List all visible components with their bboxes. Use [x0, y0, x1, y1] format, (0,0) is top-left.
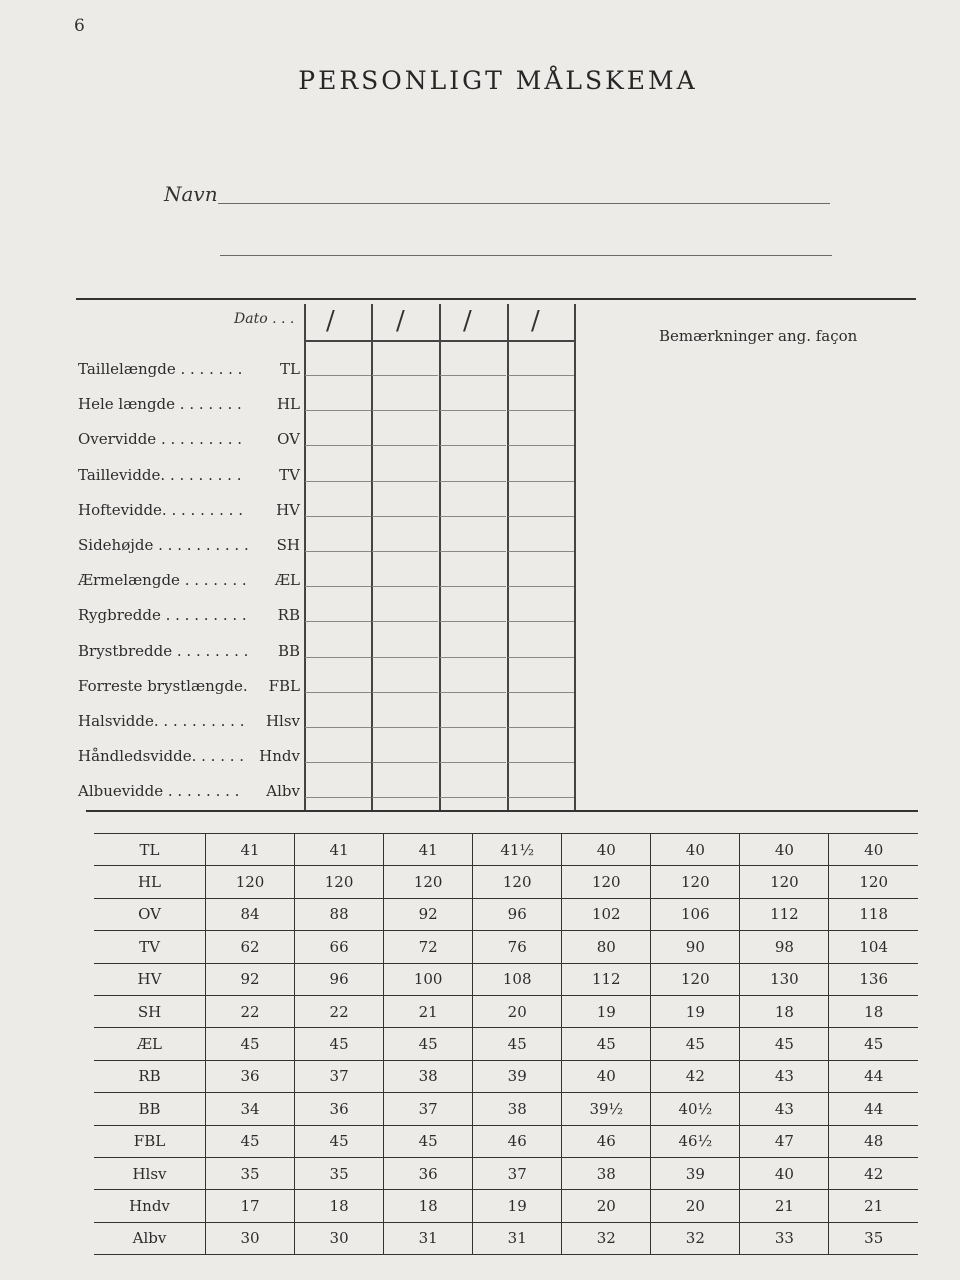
table-cell: 96 [295, 963, 384, 995]
measurement-row [78, 606, 300, 630]
table-cell: 45 [206, 1125, 295, 1157]
table-row [94, 931, 918, 963]
measurement-entry-line[interactable] [305, 762, 371, 763]
column-divider [507, 304, 509, 810]
table-cell: 62 [206, 931, 295, 963]
column-divider [304, 304, 306, 810]
measurement-entry-line[interactable] [508, 692, 574, 693]
table-cell: 43 [740, 1060, 829, 1092]
measurement-entry-line[interactable] [305, 481, 371, 482]
table-cell: 112 [562, 963, 651, 995]
table-cell: 38 [473, 1093, 562, 1125]
measurement-entry-line[interactable] [440, 445, 506, 446]
table-cell: 98 [740, 931, 829, 963]
table-cell: 41 [206, 834, 295, 866]
table-cell: 31 [384, 1222, 473, 1254]
measurement-row [78, 677, 300, 701]
table-cell: 30 [295, 1222, 384, 1254]
measurement-abbr: HL [276, 395, 300, 414]
table-cell: 36 [295, 1093, 384, 1125]
measurement-entry-line[interactable] [508, 445, 574, 446]
table-cell: 112 [740, 898, 829, 930]
table-cell: 32 [651, 1222, 740, 1254]
form-top-rule [76, 298, 916, 300]
measurement-entry-line[interactable] [508, 375, 574, 376]
table-cell: 20 [562, 1190, 651, 1222]
measurement-entry-line[interactable] [372, 797, 438, 798]
table-cell: 84 [206, 898, 295, 930]
measurement-entry-line[interactable] [508, 551, 574, 552]
table-cell: 37 [473, 1157, 562, 1189]
table-cell: 17 [206, 1190, 295, 1222]
measurement-entry-line[interactable] [305, 621, 371, 622]
row-label: Albv [94, 1222, 206, 1254]
measurement-entry-line[interactable] [440, 797, 506, 798]
row-label: Hndv [94, 1190, 206, 1222]
table-cell: 30 [206, 1222, 295, 1254]
row-label: SH [94, 995, 206, 1027]
table-cell: 38 [562, 1157, 651, 1189]
measurement-entry-line[interactable] [508, 410, 574, 411]
table-cell: 35 [206, 1157, 295, 1189]
table-row [94, 963, 918, 995]
table-cell: 39½ [562, 1093, 651, 1125]
measurement-entry-line[interactable] [508, 657, 574, 658]
date-slash: / [396, 306, 405, 336]
table-row [94, 866, 918, 898]
table-cell: 44 [829, 1093, 918, 1125]
measurement-entry-line[interactable] [305, 445, 371, 446]
table-cell: 35 [295, 1157, 384, 1189]
row-label: HL [94, 866, 206, 898]
measurement-name: Forreste brystlængde. [78, 676, 248, 695]
table-cell: 120 [562, 866, 651, 898]
table-cell: 106 [651, 898, 740, 930]
table-cell: 45 [384, 1125, 473, 1157]
table-row [94, 995, 918, 1027]
measurement-entry-line[interactable] [508, 481, 574, 482]
table-cell: 41 [384, 834, 473, 866]
table-cell: 136 [829, 963, 918, 995]
measurement-entry-line[interactable] [508, 586, 574, 587]
table-cell: 36 [384, 1157, 473, 1189]
date-slash: / [326, 306, 335, 336]
table-cell: 104 [829, 931, 918, 963]
measurement-entry-line[interactable] [305, 797, 371, 798]
measurement-entry-line[interactable] [305, 410, 371, 411]
table-cell: 40 [651, 834, 740, 866]
measurement-abbr: ÆL [275, 571, 300, 590]
table-cell: 120 [740, 866, 829, 898]
date-slash: / [463, 306, 472, 336]
measurement-row [78, 747, 300, 771]
measurement-row [78, 501, 300, 525]
table-cell: 21 [384, 995, 473, 1027]
table-cell: 40 [740, 1157, 829, 1189]
table-cell: 38 [384, 1060, 473, 1092]
table-cell: 66 [295, 931, 384, 963]
table-cell: 34 [206, 1093, 295, 1125]
table-cell: 46 [473, 1125, 562, 1157]
table-cell: 19 [651, 995, 740, 1027]
column-divider [439, 304, 441, 810]
table-cell: 39 [473, 1060, 562, 1092]
row-label: ÆL [94, 1028, 206, 1060]
table-row [94, 1093, 918, 1125]
table-cell: 41 [295, 834, 384, 866]
measurement-row [78, 571, 300, 595]
measurement-abbr: TV [279, 465, 300, 484]
table-cell: 44 [829, 1060, 918, 1092]
table-cell: 40 [562, 1060, 651, 1092]
measurement-name: Sidehøjde . . . . . . . . . . [78, 536, 249, 554]
table-cell: 45 [651, 1028, 740, 1060]
measurement-entry-line[interactable] [440, 692, 506, 693]
table-cell: 46 [562, 1125, 651, 1157]
table-row [94, 1190, 918, 1222]
table-cell: 92 [206, 963, 295, 995]
table-cell: 90 [651, 931, 740, 963]
table-cell: 118 [829, 898, 918, 930]
measurement-name: Overvidde . . . . . . . . . [78, 430, 242, 449]
date-label: Dato . . . [234, 311, 295, 327]
table-cell: 72 [384, 931, 473, 963]
measurement-abbr: FBL [268, 676, 300, 695]
row-label: HV [94, 963, 206, 995]
date-slash: / [531, 306, 540, 336]
table-cell: 40 [562, 834, 651, 866]
table-row [94, 1028, 918, 1060]
measurement-abbr: Hlsv [265, 712, 300, 730]
measurement-abbr: HV [276, 500, 300, 519]
table-cell: 18 [384, 1190, 473, 1222]
measurement-entry-line[interactable] [440, 410, 506, 411]
name-label: Navn [164, 182, 218, 206]
measurement-abbr: OV [277, 430, 300, 449]
measurement-entry-line[interactable] [372, 657, 438, 658]
table-cell: 36 [206, 1060, 295, 1092]
measurement-entry-line[interactable] [440, 727, 506, 728]
measurement-entry-line[interactable] [372, 375, 438, 376]
measurement-row [78, 642, 300, 666]
measurement-entry-line[interactable] [508, 762, 574, 763]
measurement-entry-line[interactable] [305, 375, 371, 376]
table-cell: 22 [295, 995, 384, 1027]
measurement-entry-line[interactable] [372, 621, 438, 622]
measurement-row [78, 466, 300, 490]
table-cell: 45 [206, 1028, 295, 1060]
measurement-entry-line[interactable] [372, 727, 438, 728]
measurement-name: Taillevidde. . . . . . . . . [78, 465, 242, 484]
table-cell: 120 [651, 963, 740, 995]
table-cell: 80 [562, 931, 651, 963]
measurement-entry-line[interactable] [508, 516, 574, 517]
table-cell: 40 [829, 834, 918, 866]
row-label: OV [94, 898, 206, 930]
measurement-name: Håndledsvidde. . . . . . [78, 747, 245, 766]
table-cell: 43 [740, 1093, 829, 1125]
row-label: BB [94, 1093, 206, 1125]
table-cell: 88 [295, 898, 384, 930]
measurement-abbr: BB [277, 641, 300, 660]
table-cell: 22 [206, 995, 295, 1027]
table-row [94, 1222, 918, 1254]
row-label: Hlsv [94, 1157, 206, 1189]
row-label: FBL [94, 1125, 206, 1157]
measurement-entry-line[interactable] [440, 375, 506, 376]
table-cell: 31 [473, 1222, 562, 1254]
name-input-line-2[interactable] [220, 255, 832, 256]
measurement-entry-line[interactable] [372, 692, 438, 693]
measurement-entry-line[interactable] [372, 516, 438, 517]
table-cell: 37 [384, 1093, 473, 1125]
name-input-line[interactable] [218, 203, 830, 204]
measurement-entry-line[interactable] [305, 551, 371, 552]
measurement-name: Brystbredde . . . . . . . . [78, 641, 249, 660]
table-cell: 48 [829, 1125, 918, 1157]
row-label: TV [94, 931, 206, 963]
table-cell: 100 [384, 963, 473, 995]
table-row [94, 1125, 918, 1157]
measurement-entry-line[interactable] [372, 445, 438, 446]
table-cell: 21 [829, 1190, 918, 1222]
measurement-name: Halsvidde. . . . . . . . . . [78, 712, 245, 730]
measurement-entry-line[interactable] [305, 586, 371, 587]
table-cell: 32 [562, 1222, 651, 1254]
table-cell: 40½ [651, 1093, 740, 1125]
measurement-abbr: TL [280, 360, 300, 378]
table-cell: 102 [562, 898, 651, 930]
table-cell: 120 [384, 866, 473, 898]
form-bottom-rule [86, 810, 918, 812]
measurement-entry-line[interactable] [440, 657, 506, 658]
remarks-label: Bemærkninger ang. façon [659, 327, 858, 345]
measurement-name: Rygbredde . . . . . . . . . [78, 606, 247, 625]
measurement-row [78, 782, 300, 806]
table-cell: 76 [473, 931, 562, 963]
table-cell: 108 [473, 963, 562, 995]
measurement-entry-line[interactable] [440, 762, 506, 763]
measurement-entry-line[interactable] [372, 551, 438, 552]
measurement-name: Hoftevidde. . . . . . . . . [78, 500, 243, 519]
table-row [94, 1157, 918, 1189]
measurement-entry-line[interactable] [305, 516, 371, 517]
table-cell: 18 [740, 995, 829, 1027]
table-cell: 33 [740, 1222, 829, 1254]
table-cell: 46½ [651, 1125, 740, 1157]
measurement-name: Hele længde . . . . . . . [78, 395, 242, 414]
table-cell: 130 [740, 963, 829, 995]
measurement-abbr: RB [277, 606, 300, 625]
table-cell: 45 [295, 1125, 384, 1157]
table-cell: 20 [473, 995, 562, 1027]
table-cell: 120 [473, 866, 562, 898]
table-cell: 20 [651, 1190, 740, 1222]
table-cell: 47 [740, 1125, 829, 1157]
measurement-entry-line[interactable] [305, 692, 371, 693]
table-cell: 45 [473, 1028, 562, 1060]
measurement-row [78, 536, 300, 560]
measurement-row [78, 360, 300, 384]
measurement-entry-line[interactable] [440, 516, 506, 517]
measurement-entry-line[interactable] [440, 586, 506, 587]
measurement-row [78, 712, 300, 736]
page-number: 6 [74, 16, 85, 36]
measurement-entry-line[interactable] [508, 621, 574, 622]
measurement-name: Albuevidde . . . . . . . . [78, 782, 240, 801]
column-divider [574, 304, 576, 810]
measurement-entry-line[interactable] [508, 727, 574, 728]
table-row [94, 834, 918, 866]
measurement-name: Taillelængde . . . . . . . [78, 360, 243, 378]
table-cell: 18 [295, 1190, 384, 1222]
table-row [94, 1060, 918, 1092]
table-cell: 19 [473, 1190, 562, 1222]
measurement-entry-line[interactable] [440, 481, 506, 482]
table-cell: 37 [295, 1060, 384, 1092]
measurement-abbr: Albv [266, 782, 300, 801]
table-cell: 39 [651, 1157, 740, 1189]
measurement-abbr: SH [276, 536, 300, 554]
table-cell: 45 [829, 1028, 918, 1060]
table-cell: 120 [651, 866, 740, 898]
measurement-entry-line[interactable] [372, 410, 438, 411]
table-cell: 120 [206, 866, 295, 898]
measurement-entry-line[interactable] [372, 762, 438, 763]
measurement-entry-line[interactable] [372, 586, 438, 587]
table-cell: 19 [562, 995, 651, 1027]
column-divider [371, 304, 373, 810]
measurement-name: Ærmelængde . . . . . . . [78, 571, 247, 590]
table-cell: 45 [740, 1028, 829, 1060]
table-cell: 92 [384, 898, 473, 930]
measurement-entry-line[interactable] [305, 727, 371, 728]
table-cell: 45 [295, 1028, 384, 1060]
measurement-row [78, 430, 300, 454]
measurement-entry-line[interactable] [305, 657, 371, 658]
table-cell: 40 [740, 834, 829, 866]
table-cell: 96 [473, 898, 562, 930]
size-table [94, 833, 918, 1255]
measurement-row [78, 395, 300, 419]
table-cell: 21 [740, 1190, 829, 1222]
table-cell: 45 [384, 1028, 473, 1060]
row-label: TL [94, 834, 206, 866]
table-cell: 45 [562, 1028, 651, 1060]
measurement-entry-line[interactable] [372, 481, 438, 482]
table-cell: 18 [829, 995, 918, 1027]
table-cell: 41½ [473, 834, 562, 866]
measurement-entry-line[interactable] [440, 551, 506, 552]
measurement-abbr: Hndv [259, 747, 300, 766]
page-title: PERSONLIGT MÅLSKEMA [298, 66, 698, 95]
measurement-entry-line[interactable] [440, 621, 506, 622]
table-cell: 42 [829, 1157, 918, 1189]
table-cell: 120 [829, 866, 918, 898]
table-cell: 42 [651, 1060, 740, 1092]
table-row [94, 898, 918, 930]
table-cell: 35 [829, 1222, 918, 1254]
measurement-entry-line[interactable] [508, 797, 574, 798]
row-label: RB [94, 1060, 206, 1092]
table-cell: 120 [295, 866, 384, 898]
